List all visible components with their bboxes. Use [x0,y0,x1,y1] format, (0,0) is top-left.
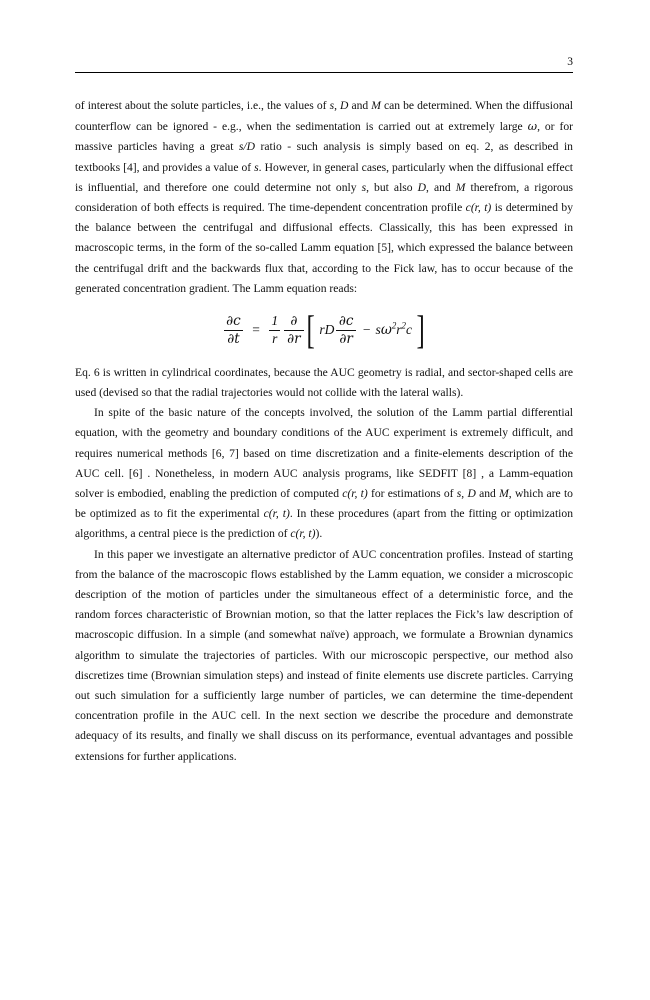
p1-var-crt1: c(r, t) [465,201,492,215]
p1-text-j: therefrom, a rigorous consideration of both effects is required. The time-dependent concentration profile [75,180,573,215]
eq-term-somega2r2c [376,322,412,338]
eq-omega-exponent: 2 [391,320,397,331]
p1-text-e: , or for massive particles having a great [75,120,573,154]
page-number: 3 [567,56,573,68]
eq-dc: ∂c [226,313,241,330]
header-rule [75,72,573,73]
p3-var-crt2: c(r, t) [263,507,290,521]
p1-text-k: is determined by the balance between the centrifugal and diffusional effects. Classically, this has been expressed in macroscopic terms, in the form of the so-called Lamm equation [5], which expressed the balance between the centrifugal drift and the backwards flux that, according to the Fick law, has to occur because of the generated concentration gradient. The Lamm equation reads: [75,201,573,295]
eq-c: c [406,322,412,338]
paragraph-2: Eq. 6 is written in cylindrical coordinates, because the AUC geometry is radial, and sector-shaped cells are used (devised so that the radial trajectories would not collide with the lateral walls). [75,365,573,400]
p3-text-a: In spite of the basic nature of the concepts involved, the solution of the Lamm partial differential equation, with the geometry and boundary conditions of the AUC experiment is extremely difficult, and requires numerical methods [6, 7] based on time discretization and a finite-elements description of the AUC cell. [6] . Nonetheless, in modern AUC analysis programs, like SEDFIT [8] , a Lamm-equation solver is embodied, enabling the prediction of computed [75,406,573,501]
page-header [75,55,573,73]
p3-var-d1: D [467,487,476,501]
p1-var-d1: D [340,99,349,112]
p1-var-d2: D [417,180,427,194]
eq-r: r [269,330,280,347]
eq-minus-sign: − [362,322,371,338]
eq-r-exponent: 2 [401,320,406,331]
equation-row [222,307,427,353]
eq-term-rD: rD [319,322,335,338]
eq-omega: ω [380,322,392,339]
p3-text-e: , which are to be optimized as to fit the experimental [75,487,573,521]
lamm-equation [75,307,573,353]
eq-partial: ∂ [290,313,298,330]
paragraph-1 [75,96,573,299]
p3-var-m1: M [499,487,509,501]
eq-dt: ∂t [224,330,242,347]
p1-var-s2: s [254,160,259,174]
p3-var-crt1: c(r, t) [342,487,368,501]
eq-equals-sign: = [252,322,260,338]
p1-text-g: . However, in general cases, particularly when the diffusional effect is influential, and therefore one could determine not only [75,160,573,194]
p1-var-s1: s [329,99,335,112]
p1-text-h: , but also [366,180,418,194]
p1-var-m1: M [371,99,381,112]
p1-text-a: of interest about the solute particles, i.e., the values of [75,99,330,112]
eq-bracket-contents [316,314,415,346]
p1-text-d: can be determined. When the diffusional counterflow can be ignored - e.g., when the sedimentation is carried out at extremely large [75,99,573,134]
eq-dc-dt-fraction [223,314,244,346]
eq-s: s [375,322,381,338]
paragraph-4: In this paper we investigate an alternative predictor of AUC concentration profiles. Instead of starting from the balance of the macroscopic flows established by the Lamm equation, we consider a microscopic description of the motion of particles under the simultaneous effect of a deterministic force, and the random forces characteristic of Brownian motion, so that the latter replaces the Fick’s law description of macroscopic diffusion. In a simple (and somewhat naïve) approach, we formulate a Brownian dynamics algorithm to simulate the trajectories of particles. With our microscopic perspective, our method also discretizes time (Brownian simulation steps) and instead of finite elements use discrete particles. Carrying out such simulation for a sufficiently large number of particles, we can determine the time-dependent concentration profile in the AUC cell. In the next section we describe the procedure and demonstrate adequacy of its results, and finally we shall discuss on its performance, eventual advantages and possible extensions for further applications. [75,547,573,763]
p1-var-m2: M [455,180,466,194]
eq-bracket-close: ] [416,307,425,353]
p3-text-c: , [461,487,468,501]
eq-r-2: r [396,322,402,338]
eq-dc-2: ∂c [338,313,354,330]
p3-var-crt3: c(r, t) [290,527,316,541]
p1-text-c: and [348,99,372,112]
p1-text-i: , and [426,180,456,194]
p1-text-b: , [334,99,341,112]
eq-one-over-r-fraction [268,314,281,346]
p1-var-sd: s/D [238,140,256,154]
eq-partial-r: ∂r [284,330,303,347]
eq-d-dr-fraction [284,314,303,346]
eq-dc-dr-fraction [336,314,357,346]
eq-bracket-open: [ [306,307,315,353]
p1-text-f: ratio - such analysis is simply based on eq. 2, as described in textbooks [4], and provides a value of [75,140,573,174]
p3-text-f: . In these procedures (apart from the fitting or optimization algorithms, a central piece is the prediction of [75,507,573,541]
p3-text-d: and [475,487,500,501]
p3-text-g: ). [315,527,323,541]
p1-var-omega: ω [527,119,538,134]
p3-text-b: for estimations of [367,487,457,501]
eq-one: 1 [271,313,279,329]
page-content [75,96,573,767]
p3-var-s1: s [456,487,462,501]
eq-dr-2: ∂r [336,330,355,347]
p1-var-s3: s [361,180,367,194]
paragraph-3 [75,403,573,544]
